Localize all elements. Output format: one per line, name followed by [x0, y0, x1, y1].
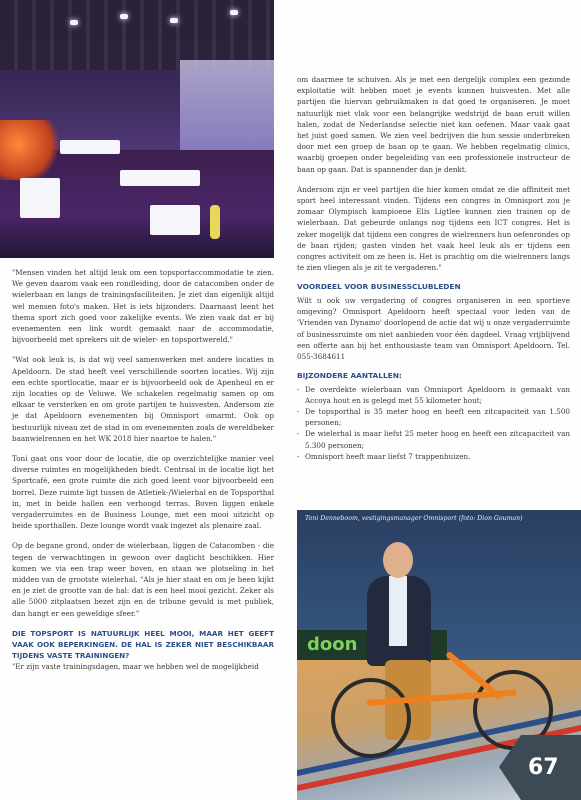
ceiling-light [70, 20, 78, 25]
facts-list [297, 384, 570, 462]
paragraph: Toni gaat ons voor door de locatie, die op overzichtelijke manier veel diverse ruimtes en mogelijkheden biedt. Centraal in de locatie ligt het Sportcafé, een grote ruimte die zich goed leent voor bijvoorbeeld een borrel. Deze ruimte ligt tussen de Atletiek-/Wielerhal en de Topsporthal in, met in beide hallen een verhoogd terras. Boven liggen enkele vergaderruimtes en de Business Lounge, met een mooi uitzicht op beide sporthallen. Deze lounge wordt vaak ingezet als plenaire zaal. [12, 454, 274, 531]
list-item: - De overdekte wielerbaan van Omnisport Apeldoorn is gemaakt van Accoya hout en is gelegd met 55 kilometer hout; [297, 384, 570, 406]
right-text-column [297, 74, 570, 462]
list-item: - Omnisport heeft maar liefst 7 trappenhuizen. [297, 451, 570, 462]
left-text-column [12, 267, 274, 681]
ceiling-light [170, 18, 178, 23]
list-item: - De topsporthal is 35 meter hoog en heeft een zitcapaciteit van 1.500 personen; [297, 406, 570, 428]
page-number: 67 [528, 755, 559, 780]
paragraph: "Mensen vinden het altijd leuk om een topsportaccommodatie te zien. We geven daarom vaak een rondleiding, door de catacomben onder de wielerbaan en langs de trainingsfaciliteiten. Je ziet dan eigenlijk altijd wel mensen foto's maken. Het is iets bijzonders. Daarnaast leent het thema sport zich goed voor zakelijke events. We zien vaak dat er bij evenementen een link wordt gemaakt naar de accommodatie, bijvoorbeeld met sprekers uit de wieler- en topsportwereld." [12, 268, 274, 345]
interview-question-heading: DIE TOPSPORT IS NATUURLIJK HEEL MOOI, MAAR HET GEEFT VAAK OOK BEPERKINGEN. DE HAL IS ZEKER NIET BESCHIKBAAR TIJDENS VASTE TRAININGEN? [12, 628, 274, 660]
white-table [120, 170, 200, 186]
orange-lounge-seats [0, 120, 60, 180]
white-table [150, 205, 200, 235]
paragraph: Op de begane grond, onder de wielerbaan, liggen de Catacomben - die tegen de verwachtingen in gewoon over daglicht beschikken. Hier komen we via een trap weer boven, en staan we plotseling in het midden van de grootste wielerhal. "Als je hier staat en om je heen kijkt en je ziet de grootte van de hal: dat is een heel mooi gezicht. Zeker als alle 5000 zitplaatsen bezet zijn en de tribune gevuld is met publiek, dan hangt er een geweldige sfeer." [12, 541, 274, 618]
ceiling-light [120, 14, 128, 19]
white-table [60, 140, 120, 154]
section-heading-businessclub: VOORDEEL VOOR BUSINESSCLUBLEDEN [297, 282, 461, 292]
photo-caption: Toni Denneboom, vestigingsmanager Omnisport (foto: Dion Gouman) [305, 515, 523, 522]
paragraph: "Er zijn vaste trainingsdagen, maar we hebben wel de mogelijkheid [12, 661, 259, 671]
person-head [383, 542, 413, 578]
table-decoration [210, 205, 220, 239]
paragraph: Wilt u ook uw vergadering of congres organiseren in een sportieve omgeving? Omnisport Apeldoorn heeft speciaal voor leden van de 'Vrienden van Dynamo' doorlopend de actie dat wij u onze vergaderruimte of businessruimte om niet aanbieden voor één dagdeel. Vraag vrijblijvend een offerte aan bij het enthousiaste team van Omnisport Apeldoorn. Tel. 055-3684611 [297, 295, 570, 361]
ceiling-light [230, 10, 238, 15]
paragraph: om daarmee te schuiven. Als je met een dergelijk complex een gezonde exploitatie wilt hebben moet je events kunnen huisvesten. Met alle partijen die hiervan gebruikmaken is dat goed te organiseren. Je moet natuurlijk niet vlak voor een belangrijke wedstrijd de baan eruit willen halen, zodat de Nederlandse selectie niet kan oefenen. Maar vaak gaat het juist goed samen. We zien veel bedrijven die hun sessie onderbreken door met een groep de baan op te gaan. We hebben regelmatig clinics, waarbij groepen onder begeleiding van een professionele instructeur de baan op gaan. Dat is spannender dan je denkt. [297, 75, 570, 174]
person-shirt [389, 576, 407, 646]
section-heading-facts: BIJZONDERE AANTALLEN: [297, 371, 402, 381]
event-venue-photo [0, 0, 274, 258]
white-table [20, 178, 60, 218]
paragraph: Andersom zijn er veel partijen die hier komen omdat ze die affiniteit met sport heel interessant vinden. Tijdens een congres in Omnisport zou je zomaar Olympisch kampioene Elis Ligtlee kunnen zien trainen op de wielerbaan. Dat gebeurde onlangs nog tijdens een ICT congres. Het is zeker mogelijk dat tijdens een congres de wielrenners hun oefenrondes op de baan rijden; gasten vinden het vaak heel leuk als er tijdens een congres activiteit om ze heen is. Het is prachtig om die wielrenners langs te zien vliegen als je zit te vergaderen." [297, 184, 570, 273]
banner-text: doon [307, 634, 358, 655]
bike-front-wheel [331, 678, 411, 758]
list-item: - De wielerhal is maar liefst 25 meter hoog en heeft een zitcapaciteit van 5.300 personen; [297, 428, 570, 450]
paragraph: "Wat ook leuk is, is dat wij veel samenwerken met andere locaties in Apeldoorn. De stad heeft veel verschillende soorten locaties. Wij zijn een echte sportlocatie, maar er is bijvoorbeeld ook de Apenheul en er zijn locaties op de Veluwe. We schakelen regelmatig samen op om elkaar te versterken en om grote partijen te huisvesten. Andersom zie je dat Apeldoorn evenementen bij Omnisport omarmt. Ook op bestuurlijk niveau zet de stad in om evenementen zoals de wereldbeker baanwielrennen en het WK 2018 hier naartoe te halen." [12, 355, 274, 443]
